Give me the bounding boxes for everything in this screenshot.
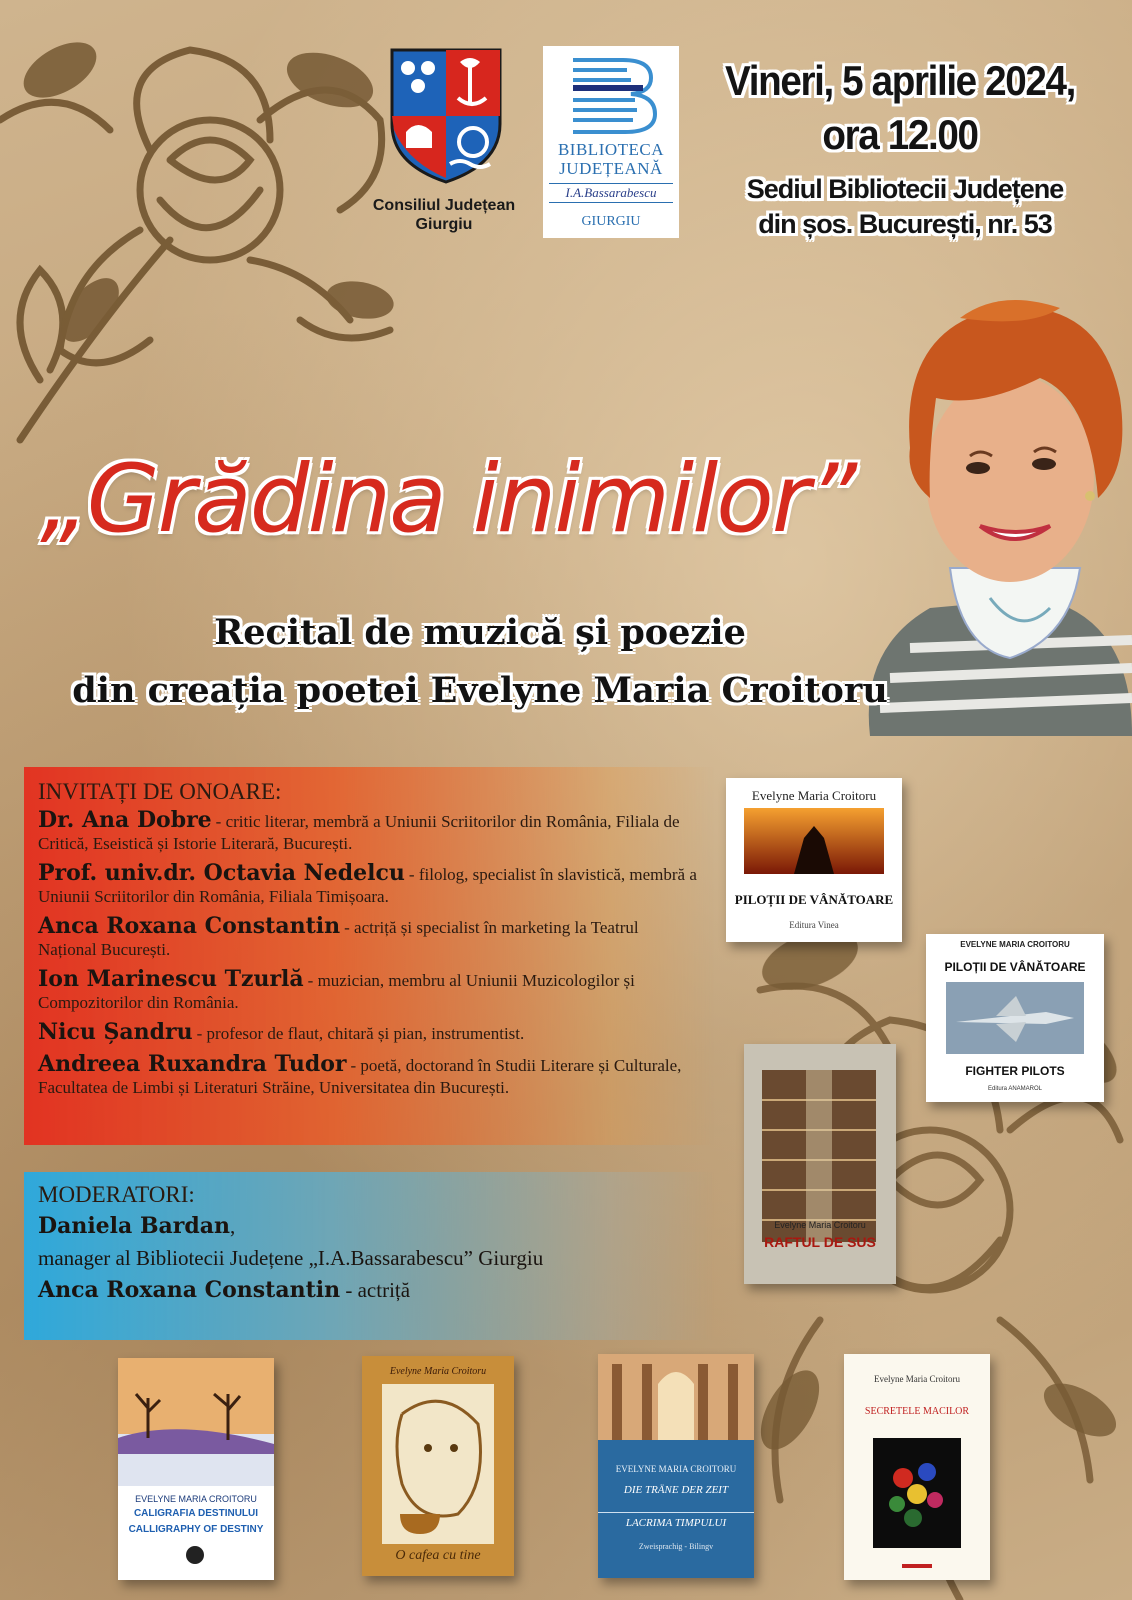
event-date <box>707 54 1093 162</box>
book-cover-caligrafia-destinului <box>118 1358 274 1580</box>
book-title: PILOȚII DE VÂNĂTOARE <box>944 960 1086 974</box>
coffee-face-illustration <box>382 1384 494 1544</box>
book-title-english: CALLIGRAPHY OF DESTINY <box>128 1524 264 1535</box>
poppy-painting-image <box>873 1438 961 1548</box>
moderators-box <box>24 1172 714 1340</box>
library-city: GIURGIU <box>581 214 641 229</box>
sunset-image <box>744 808 884 874</box>
moderator-role: - actriță <box>345 1278 411 1302</box>
publisher-logo-icon <box>902 1564 932 1568</box>
cathedral-interior-image <box>598 1354 754 1440</box>
guest-description: - muzician, membru al Uniunii Muzicologilor și Compozitorilor din România. <box>38 971 635 1012</box>
guest-description: - actriță și specialist în marketing la Teatrul Național București. <box>38 918 639 959</box>
event-subtitle-line1: Recital de muzică și poezie <box>214 612 746 653</box>
guest-description: - critic literar, membră a Uniunii Scriitorilor din România, Filiala de Critică, Eseistică și Istorie Literară, București. <box>38 812 680 853</box>
guest-item <box>38 807 700 854</box>
book-author: Evelyne Maria Croitoru <box>751 788 877 803</box>
moderator-name-comma: , <box>230 1214 236 1238</box>
guest-item <box>38 860 700 907</box>
guest-item <box>38 1051 700 1098</box>
book-cover-lacrima-timpului <box>598 1354 754 1578</box>
book-subtitle: FIGHTER PILOTS <box>965 1064 1065 1078</box>
county-crest-icon <box>388 46 504 186</box>
book-title: RAFTUL DE SUS <box>764 1234 876 1250</box>
book-cover-o-cafea-cu-tine <box>362 1356 514 1576</box>
guest-description: - profesor de flaut, chitară și pian, instrumentist. <box>196 1024 525 1043</box>
moderator-item <box>38 1210 700 1242</box>
book-title-german: DIE TRÄNE DER ZEIT <box>623 1484 729 1496</box>
book-author: EVELYNE MARIA CROITORU <box>135 1494 257 1504</box>
moderator-name: Anca Roxana Constantin <box>38 1277 341 1303</box>
book-cover-pilotii-vinea <box>726 778 902 942</box>
book-author: Evelyne Maria Croitoru <box>874 1374 960 1384</box>
winter-landscape-image <box>118 1358 274 1486</box>
event-venue-line1: Sediul Bibliotecii Județene <box>746 174 1064 204</box>
book-title: SECRETELE MACILOR <box>864 1406 970 1417</box>
book-title: O cafea cu tine <box>395 1548 481 1563</box>
event-subtitle <box>20 604 940 720</box>
guest-name: Ion Marinescu Tzurlă <box>38 966 304 992</box>
book-title: CALIGRAFIA DESTINULUI <box>133 1508 259 1519</box>
book-title: PILOȚII DE VÂNĂTOARE <box>734 892 894 907</box>
event-date-line1: Vineri, 5 aprilie 2024, <box>725 57 1075 104</box>
moderator-name: Daniela Bardan <box>38 1213 231 1239</box>
library-patron: I.A.Bassarabescu <box>549 183 673 203</box>
guest-name: Nicu Șandru <box>38 1019 193 1045</box>
guest-name: Dr. Ana Dobre <box>38 807 212 833</box>
event-time: ora 12.00 <box>822 111 978 158</box>
book-publisher: Editura ANAMAROL <box>987 1086 1043 1092</box>
book-title: LACRIMA TIMPULUI <box>598 1512 754 1529</box>
library-b-logo-icon <box>565 56 657 134</box>
book-cover-raftul-de-sus <box>744 1044 896 1284</box>
rose-ornament-top-left <box>0 0 420 470</box>
event-venue-line2: din șos. București, nr. 53 <box>758 209 1052 239</box>
book-subtitle: Zweisprachig - Bilingv <box>638 1542 714 1551</box>
book-publisher: Editura Vinea <box>789 920 839 930</box>
county-council-name: Consiliul Județean Giurgiu <box>372 197 516 233</box>
event-title: „Grădina inimilor” <box>40 445 856 554</box>
jet-image <box>946 982 1084 1054</box>
publisher-logo-icon <box>186 1546 204 1564</box>
book-author: Evelyne Maria Croitoru <box>389 1366 487 1377</box>
guest-item <box>38 1019 700 1045</box>
book-cover-secretele-macilor <box>844 1354 990 1580</box>
library-logo <box>543 46 679 238</box>
book-cover-fighter-pilots <box>926 934 1104 1102</box>
event-subtitle-line2: din creația poetei Evelyne Maria Croitoru <box>72 670 888 711</box>
guest-name: Prof. univ.dr. Octavia Nedelcu <box>38 860 405 886</box>
guest-name: Anca Roxana Constantin <box>38 913 341 939</box>
guests-heading: INVITAȚI DE ONOARE: <box>38 779 282 804</box>
library-name: BIBLIOTECA JUDEȚEANĂ <box>557 140 665 178</box>
guest-item <box>38 913 700 960</box>
guest-description: - filolog, specialist în slavistică, membră a Uniunii Scriitorilor din România, Filiala Timișoara. <box>38 865 697 906</box>
moderator-item <box>38 1274 700 1306</box>
guest-name: Andreea Ruxandra Tudor <box>38 1051 347 1077</box>
book-author: EVELYNE MARIA CROITORU <box>960 940 1070 949</box>
event-venue <box>700 172 1110 242</box>
moderators-heading: MODERATORI: <box>38 1182 195 1207</box>
guest-item <box>38 966 700 1013</box>
book-author: Evelyne Maria Croitoru <box>774 1220 866 1230</box>
guests-of-honor-box <box>24 767 714 1145</box>
library-shelves-image <box>762 1070 876 1242</box>
guest-description: - poetă, doctorand în Studii Literare și Culturale, Facultatea de Limbi și Literaturi Străine, Universitatea din București. <box>38 1056 682 1097</box>
moderator-role: manager al Bibliotecii Județene „I.A.Bassarabescu” Giurgiu <box>38 1246 544 1270</box>
book-author: EVELYNE MARIA CROITORU <box>615 1464 737 1474</box>
